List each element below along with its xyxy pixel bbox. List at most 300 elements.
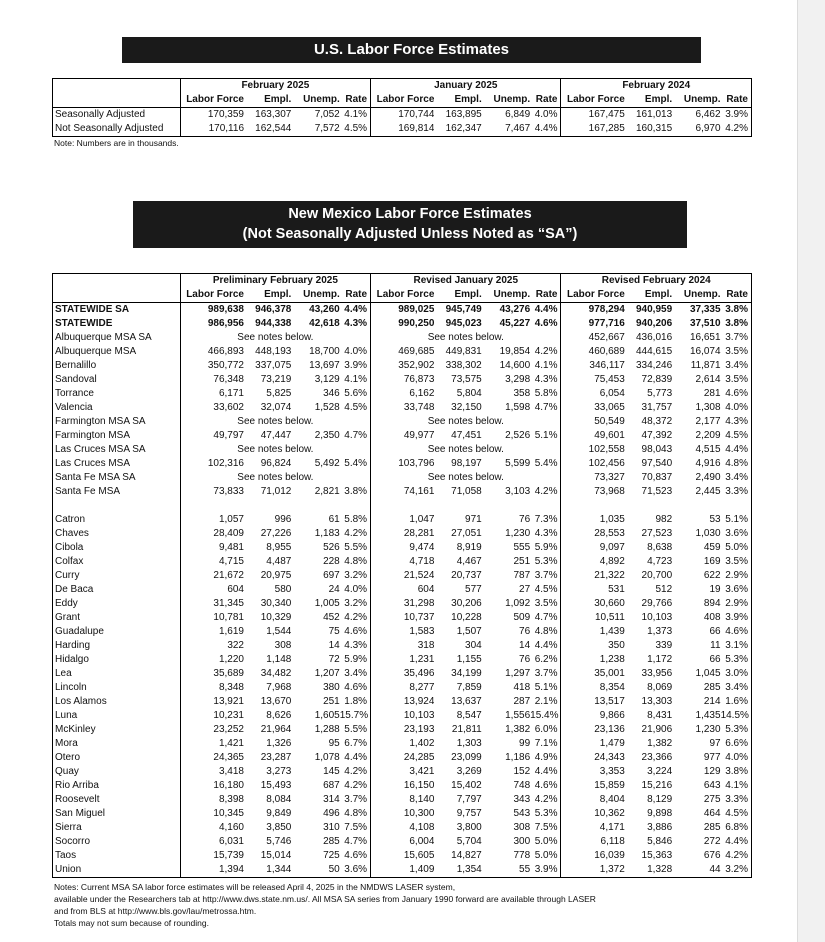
- table-cell: 2,209: [695, 430, 721, 441]
- table-cell: 8,354: [561, 681, 625, 695]
- table-cell: 4.1%: [344, 374, 368, 385]
- table-cell: 512: [655, 584, 673, 595]
- table-cell: 3.3%: [725, 794, 748, 805]
- table-row: [53, 695, 752, 709]
- table-cell: 469,685: [371, 345, 435, 359]
- table-cell: 74,161: [371, 485, 435, 499]
- table-cell: 4,892: [561, 555, 625, 569]
- table-cell: 4.1%: [725, 780, 748, 791]
- table-cell: 10,228: [451, 612, 482, 623]
- table-cell: 4.2%: [344, 780, 368, 791]
- table-cell: 3.4%: [344, 668, 368, 679]
- table-cell: 4.1%: [344, 109, 368, 120]
- row-label: Valencia: [55, 402, 93, 413]
- table-cell: 4.0%: [534, 109, 558, 120]
- table-cell: 418: [513, 682, 531, 693]
- table-cell: 322: [180, 639, 244, 653]
- table-cell: 4.8%: [344, 808, 368, 819]
- table-row: [53, 569, 752, 583]
- table-cell: 346,117: [561, 359, 625, 373]
- table-cell: 1,078: [314, 752, 340, 763]
- row-label: Torrance: [55, 388, 94, 399]
- table-cell: 10,329: [260, 612, 292, 623]
- table-cell: 13,697: [309, 360, 340, 371]
- table-cell: 2,177: [695, 416, 721, 427]
- table-cell: 162,347: [445, 123, 482, 134]
- table-cell: 1,231: [371, 653, 435, 667]
- table-cell: 3.0%: [725, 668, 748, 679]
- table-cell: 1,047: [371, 513, 435, 527]
- table-cell: 15,014: [260, 850, 292, 861]
- table-cell: 5.6%: [344, 388, 368, 399]
- row-label: Mora: [55, 738, 78, 749]
- table-cell: 1,172: [647, 654, 673, 665]
- table-cell: 14: [328, 640, 340, 651]
- see-notes-cell: See notes below.: [371, 443, 561, 457]
- table-cell: 228: [323, 556, 340, 567]
- column-header: Unemp.: [672, 93, 720, 108]
- table-cell: 33,602: [180, 401, 244, 415]
- table-cell: 145: [323, 766, 340, 777]
- table-cell: 945,749: [445, 304, 482, 315]
- table-cell: 4.4%: [344, 752, 368, 763]
- table-cell: 129: [703, 766, 721, 777]
- table-cell: 1,507: [456, 626, 482, 637]
- table-cell: 4.6%: [344, 850, 368, 861]
- table-row: [53, 765, 752, 779]
- table-cell: 990,250: [371, 317, 435, 331]
- column-header-row: [53, 288, 752, 303]
- table-cell: 3,421: [371, 765, 435, 779]
- table-cell: 1,328: [647, 864, 673, 875]
- table-cell: 97: [709, 738, 721, 749]
- table-cell: 555: [513, 542, 531, 553]
- table-cell: 71,012: [260, 486, 292, 497]
- us-title-banner: [122, 37, 701, 63]
- table-cell: 1,005: [314, 598, 340, 609]
- table-cell: 33,956: [641, 668, 673, 679]
- table-cell: 102,316: [180, 457, 244, 471]
- table-cell: 1,583: [371, 625, 435, 639]
- table-cell: 169,814: [371, 122, 435, 137]
- table-cell: 5.5%: [344, 724, 368, 735]
- table-cell: 19,854: [499, 346, 531, 357]
- table-cell: 3.4%: [725, 360, 748, 371]
- table-cell: 3,850: [266, 822, 292, 833]
- table-row: [53, 108, 752, 123]
- table-cell: 15,402: [451, 780, 482, 791]
- table-cell: 4,160: [180, 821, 244, 835]
- table-cell: 4.3%: [344, 318, 368, 329]
- table-cell: 7.3%: [534, 514, 558, 525]
- row-label: Santa Fe MSA: [55, 486, 121, 497]
- table-cell: 1,186: [505, 752, 531, 763]
- table-cell: 459: [703, 542, 721, 553]
- table-cell: 285: [703, 822, 721, 833]
- table-cell: 6,849: [505, 109, 531, 120]
- table-cell: 944,338: [255, 318, 292, 329]
- notes-line: available under the Researchers tab at http://www.dws.state.nm.us/. All MSA SA series from January 1990 forward are available through LASER: [54, 894, 596, 904]
- table-cell: 8,069: [647, 682, 673, 693]
- table-cell: 1,092: [505, 598, 531, 609]
- table-cell: 444,615: [635, 346, 673, 357]
- table-cell: 604: [180, 583, 244, 597]
- table-cell: 32,150: [451, 402, 482, 413]
- table-cell: 3.8%: [725, 318, 748, 329]
- column-header: Labor Force: [180, 288, 244, 303]
- table-row: [53, 821, 752, 835]
- table-row: [53, 555, 752, 569]
- table-cell: 989,025: [371, 303, 435, 318]
- column-header: Unemp.: [482, 93, 530, 108]
- table-cell: 16,180: [180, 779, 244, 793]
- column-header: Labor Force: [371, 288, 435, 303]
- row-label: Los Alamos: [55, 696, 107, 707]
- row-label: Union: [55, 864, 82, 875]
- table-cell: 15,363: [641, 850, 673, 861]
- table-cell: 4.2%: [344, 612, 368, 623]
- notes-line: Totals may not sum because of rounding.: [54, 918, 209, 928]
- table-row: [53, 597, 752, 611]
- table-cell: 308: [513, 822, 531, 833]
- column-header: Unemp.: [291, 93, 339, 108]
- table-cell: 23,366: [641, 752, 673, 763]
- table-cell: 21,811: [451, 724, 482, 735]
- table-cell: 5.0%: [725, 542, 748, 553]
- table-row: [53, 737, 752, 751]
- table-cell: 28,281: [371, 527, 435, 541]
- table-row: [53, 429, 752, 443]
- table-cell: 338,302: [445, 360, 482, 371]
- row-label: Lea: [55, 668, 72, 679]
- table-cell: 73,327: [561, 471, 625, 485]
- table-cell: 314: [323, 794, 340, 805]
- row-label: Albuquerque MSA: [55, 346, 137, 357]
- table-row: [53, 653, 752, 667]
- table-cell: 308: [274, 640, 292, 651]
- table-cell: 3.9%: [725, 109, 748, 120]
- table-row: [53, 583, 752, 597]
- table-cell: 162,544: [255, 123, 292, 134]
- table-cell: 310: [323, 822, 340, 833]
- table-cell: 3.6%: [725, 528, 748, 539]
- table-cell: 5.3%: [534, 808, 558, 819]
- table-cell: 4.5%: [725, 430, 748, 441]
- table-cell: 2.9%: [725, 570, 748, 581]
- us-labor-force-table: [52, 78, 752, 137]
- table-cell: 452: [323, 612, 340, 623]
- table-cell: 21,524: [371, 569, 435, 583]
- table-cell: 7,968: [266, 682, 292, 693]
- table-cell: 3,224: [647, 766, 673, 777]
- table-cell: 1,394: [180, 863, 244, 878]
- table-cell: 47,392: [641, 430, 673, 441]
- column-header: Unemp.: [291, 288, 339, 303]
- see-notes-cell: See notes below.: [371, 471, 561, 485]
- table-cell: 946,378: [255, 304, 292, 315]
- table-cell: 1,354: [456, 864, 482, 875]
- table-cell: 10,103: [371, 709, 435, 723]
- table-cell: 4.7%: [344, 430, 368, 441]
- table-cell: 160,315: [635, 123, 673, 134]
- table-cell: 272: [703, 836, 721, 847]
- table-cell: 2,490: [695, 472, 721, 483]
- table-cell: 15.4%: [530, 710, 559, 721]
- table-cell: 13,921: [180, 695, 244, 709]
- table-cell: 5,773: [647, 388, 673, 399]
- row-label: Albuquerque MSA SA: [55, 332, 152, 343]
- table-cell: 5,746: [266, 836, 292, 847]
- table-cell: 24,343: [561, 751, 625, 765]
- table-cell: 3.3%: [725, 486, 748, 497]
- table-cell: 7.1%: [534, 738, 558, 749]
- table-cell: 1,308: [695, 402, 721, 413]
- table-cell: 4.9%: [534, 752, 558, 763]
- column-header: Labor Force: [561, 288, 625, 303]
- table-cell: 9,757: [456, 808, 482, 819]
- table-row: [53, 625, 752, 639]
- table-cell: 8,348: [180, 681, 244, 695]
- table-cell: 3.2%: [344, 570, 368, 581]
- table-cell: 70,837: [641, 472, 673, 483]
- table-cell: 350: [561, 639, 625, 653]
- table-cell: 466,893: [180, 345, 244, 359]
- table-cell: 4.2%: [344, 766, 368, 777]
- table-cell: 15.7%: [339, 710, 369, 721]
- table-cell: 4.4%: [534, 123, 558, 134]
- table-cell: 1,439: [561, 625, 625, 639]
- table-row: [53, 863, 752, 878]
- table-cell: 4.0%: [725, 752, 748, 763]
- table-cell: 5.3%: [725, 654, 748, 665]
- table-cell: 5.5%: [344, 542, 368, 553]
- table-cell: 75,453: [561, 373, 625, 387]
- row-label: Rio Arriba: [55, 780, 99, 791]
- table-row: [53, 527, 752, 541]
- table-cell: 43,260: [309, 304, 340, 315]
- table-cell: 300: [513, 836, 531, 847]
- column-header: Rate: [530, 288, 561, 303]
- row-label: Quay: [55, 766, 79, 777]
- table-row: [53, 849, 752, 863]
- column-header: Rate: [721, 93, 752, 108]
- table-cell: 27,051: [451, 528, 482, 539]
- table-cell: 97,540: [641, 458, 673, 469]
- table-row: [53, 639, 752, 653]
- table-cell: 6,031: [180, 835, 244, 849]
- page-edge: [797, 0, 825, 942]
- table-row: [53, 667, 752, 681]
- row-label: Las Cruces MSA SA: [55, 444, 146, 455]
- table-row: [53, 709, 752, 723]
- column-header: Labor Force: [371, 93, 435, 108]
- row-label: Hidalgo: [55, 654, 89, 665]
- table-cell: 577: [465, 584, 482, 595]
- table-cell: 6.7%: [344, 738, 368, 749]
- row-label: Santa Fe MSA SA: [55, 472, 136, 483]
- table-cell: 1,479: [561, 737, 625, 751]
- table-cell: 2,526: [505, 430, 531, 441]
- table-row: [53, 513, 752, 527]
- table-cell: 285: [323, 836, 340, 847]
- table-cell: 8,404: [561, 793, 625, 807]
- table-cell: 509: [513, 612, 531, 623]
- table-cell: 50: [328, 864, 340, 875]
- table-row: [53, 317, 752, 331]
- row-label: Sandoval: [55, 374, 97, 385]
- table-cell: 73,219: [260, 374, 292, 385]
- table-cell: 4,171: [561, 821, 625, 835]
- table-cell: 3.9%: [534, 864, 558, 875]
- table-cell: 3.7%: [344, 794, 368, 805]
- table-cell: 940,206: [635, 318, 673, 329]
- table-cell: 47,447: [260, 430, 292, 441]
- table-cell: 1,598: [505, 402, 531, 413]
- table-cell: 6.6%: [725, 738, 748, 749]
- table-cell: 643: [703, 780, 721, 791]
- table-cell: 1,297: [505, 668, 531, 679]
- table-row: [53, 303, 752, 318]
- table-cell: 35,689: [180, 667, 244, 681]
- row-label: Farmington MSA SA: [55, 416, 146, 427]
- table-cell: 3.4%: [725, 472, 748, 483]
- table-cell: 986,956: [180, 317, 244, 331]
- row-label: Harding: [55, 640, 91, 651]
- table-cell: 170,116: [180, 122, 244, 137]
- table-cell: 8,955: [266, 542, 292, 553]
- row-label: McKinley: [55, 724, 96, 735]
- table-row: [53, 457, 752, 471]
- table-cell: 3.9%: [725, 612, 748, 623]
- table-cell: 894: [703, 598, 721, 609]
- table-cell: 3,103: [505, 486, 531, 497]
- table-cell: 4.0%: [344, 584, 368, 595]
- table-cell: 4.7%: [344, 836, 368, 847]
- table-cell: 3.5%: [725, 556, 748, 567]
- table-cell: 352,902: [371, 359, 435, 373]
- table-cell: 5.1%: [534, 682, 558, 693]
- table-cell: 3.8%: [344, 486, 368, 497]
- table-cell: 1,421: [180, 737, 244, 751]
- table-cell: 3,418: [180, 765, 244, 779]
- table-cell: 102,558: [561, 443, 625, 457]
- table-row: [53, 793, 752, 807]
- table-cell: 8,277: [371, 681, 435, 695]
- column-header: Labor Force: [561, 93, 625, 108]
- row-label: Otero: [55, 752, 81, 763]
- row-label: San Miguel: [55, 808, 106, 819]
- table-cell: 8,084: [266, 794, 292, 805]
- period-header: Revised January 2025: [371, 274, 561, 289]
- table-cell: 27,523: [641, 528, 673, 539]
- table-cell: 5,599: [505, 458, 531, 469]
- table-cell: 8,919: [456, 542, 482, 553]
- table-cell: 6,162: [371, 387, 435, 401]
- table-cell: 47,451: [451, 430, 482, 441]
- table-cell: 99: [519, 738, 531, 749]
- table-cell: 5.0%: [534, 850, 558, 861]
- table-cell: 4.7%: [534, 612, 558, 623]
- table-cell: 1,045: [695, 668, 721, 679]
- table-cell: 3,269: [456, 766, 482, 777]
- see-notes-cell: See notes below.: [180, 415, 370, 429]
- table-cell: 4.6%: [344, 682, 368, 693]
- table-cell: 1,409: [371, 863, 435, 878]
- row-label: Las Cruces MSA: [55, 458, 131, 469]
- table-cell: 31,345: [180, 597, 244, 611]
- table-cell: 76,873: [371, 373, 435, 387]
- table-cell: 4.6%: [725, 388, 748, 399]
- period-header: Preliminary February 2025: [180, 274, 370, 289]
- table-cell: 3,298: [505, 374, 531, 385]
- table-cell: 1,303: [456, 738, 482, 749]
- table-cell: 3.7%: [725, 332, 748, 343]
- table-cell: 1,230: [505, 528, 531, 539]
- table-cell: 3.5%: [725, 346, 748, 357]
- table-cell: 23,287: [260, 752, 292, 763]
- table-cell: 102,456: [561, 457, 625, 471]
- table-cell: 103,796: [371, 457, 435, 471]
- header-blank: [53, 79, 181, 94]
- table-cell: 18,700: [309, 346, 340, 357]
- table-cell: 13,924: [371, 695, 435, 709]
- table-row: [53, 443, 752, 457]
- table-cell: 37,510: [689, 318, 721, 329]
- table-cell: 3,800: [456, 822, 482, 833]
- table-cell: 9,474: [371, 541, 435, 555]
- table-cell: 4.0%: [344, 346, 368, 357]
- table-cell: 214: [703, 696, 721, 707]
- table-cell: 9,481: [180, 541, 244, 555]
- table-cell: 4.1%: [534, 360, 558, 371]
- table-row: [53, 359, 752, 373]
- table-cell: 14.5%: [720, 710, 749, 721]
- table-cell: 4.4%: [534, 766, 558, 777]
- spacer-row: [53, 499, 752, 513]
- table-cell: 34,482: [260, 668, 292, 679]
- table-cell: 343: [513, 794, 531, 805]
- table-cell: 339: [655, 640, 673, 651]
- table-cell: 971: [465, 514, 482, 525]
- table-cell: 28,553: [561, 527, 625, 541]
- table-cell: 95: [328, 738, 340, 749]
- table-cell: 53: [709, 514, 721, 525]
- table-row: [53, 541, 752, 555]
- table-cell: 16,651: [689, 332, 721, 343]
- table-cell: 6.0%: [534, 724, 558, 735]
- table-cell: 16,150: [371, 779, 435, 793]
- table-cell: 10,511: [561, 611, 625, 625]
- table-cell: 287: [513, 696, 531, 707]
- column-header: Empl.: [244, 93, 291, 108]
- table-cell: 5.9%: [344, 654, 368, 665]
- table-cell: 281: [703, 388, 721, 399]
- column-header: Empl.: [434, 288, 481, 303]
- table-cell: 66: [709, 626, 721, 637]
- table-cell: 380: [323, 682, 340, 693]
- table-row: [53, 611, 752, 625]
- table-cell: 5.4%: [344, 458, 368, 469]
- table-cell: 543: [513, 808, 531, 819]
- table-cell: 449,831: [445, 346, 482, 357]
- table-cell: 23,136: [561, 723, 625, 737]
- table-cell: 24: [328, 584, 340, 595]
- table-cell: 28,409: [180, 527, 244, 541]
- table-cell: 98,043: [641, 444, 673, 455]
- table-cell: 20,700: [641, 570, 673, 581]
- row-label: Sierra: [55, 822, 82, 833]
- see-notes-cell: See notes below.: [180, 443, 370, 457]
